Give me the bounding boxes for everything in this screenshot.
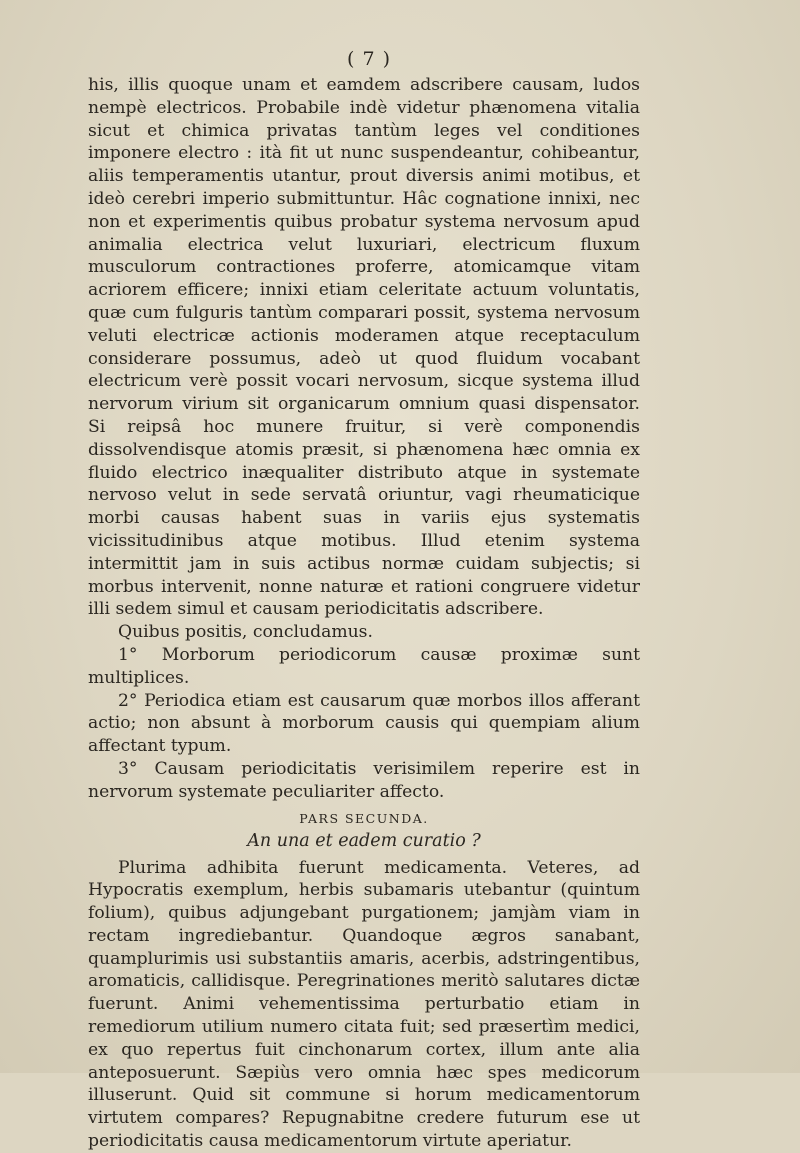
paragraph-point-1: 1° Morborum periodicorum causæ proximæ sunt multiplices.	[88, 644, 640, 688]
section-subtitle: An una et eadem curatio ?	[247, 830, 481, 851]
section-title: PARS SECUNDA.	[299, 810, 429, 826]
paragraph-conclusion-intro: Quibus positis, concludamus.	[118, 622, 373, 643]
page-number: ( 7 )	[347, 48, 391, 70]
paragraph-point-3: 3° Causam periodicitatis verisimilem reperire est in nervorum systemate peculiariter affecto.	[88, 758, 640, 802]
paragraph-treatment: Plurima adhibita fuerunt medicamenta. Veteres, ad Hypocratis exemplum, herbis subamaris utebantur (quintum folium), quibus adjungebant purgationem; jamjàm viam in rectam ingrediebantur. Quandoque ægros sanabant, quamplurimis usi substantiis amaris, acerbis, adstringentibus, aromaticis, callidisque. Peregrinationes meritò salutares dictæ fuerunt. Animi vehementissima perturbatio etiam in remediorum utilium numero citata fuit; sed præsertìm medici, ex quo repertus fuit cinchonarum cortex, illum ante alia anteposuerunt. Sæpiùs vero omnia hæc spes medicorum illuserunt. Quid sit commune si horum medicamentorum virtutem compares? Repugnabitne credere futurum ese ut periodicitatis causa medicamentorum virtute aperiatur.	[88, 857, 640, 1152]
paragraph-1: his, illis quoque unam et eamdem adscribere causam, ludos nempè electricos. Probabile indè videtur phænomena vitalia sicut et chimica privatas tantùm leges vel conditiones imponere electro : ità fit ut nunc suspendeantur, cohibeantur, aliis temperamentis utantur, prout diversis animi motibus, et ideò cerebri imperio submittuntur. Hâc cognatione innixi, nec non et experimentis quibus probatur systema nervosum apud animalia electrica velut luxuriari, electricum fluxum musculorum contractiones proferre, atomicamque vitam acriorem efficere; innixi etiam celeritate actuum voluntatis, quæ cum fulguris tantùm comparari possit, systema nervosum veluti electricæ actionis moderamen atque receptaculum considerare possumus, adeò ut quod fluidum vocabant electricum verè possit vocari nervosum, sicque systema illud nervorum virium sit organicarum omnium quasi dispensator. Si reipsâ hoc munere fruitur, si verè componendis dissolvendisque atomis præsit, si phænomena hæc omnia ex fluido electrico inæqualiter distributo atque in systemate nervoso velut in sede servatâ oriuntur, vagi rheumaticique morbi causas habent suas in variis ejus systematis vicissitudinibus atque motibus. Illud etenim systema intermittit jam in suis actibus normæ cuidam subjectis; si morbus intervenit, nonne naturæ et rationi congruere videtur illi sedem simul et causam periodicitatis adscribere.	[88, 75, 640, 620]
paragraph-point-2: 2° Periodica etiam est causarum quæ morbos illos afferant actio; non absunt à morborum causis qui quempiam alium affectant typum.	[88, 690, 640, 757]
